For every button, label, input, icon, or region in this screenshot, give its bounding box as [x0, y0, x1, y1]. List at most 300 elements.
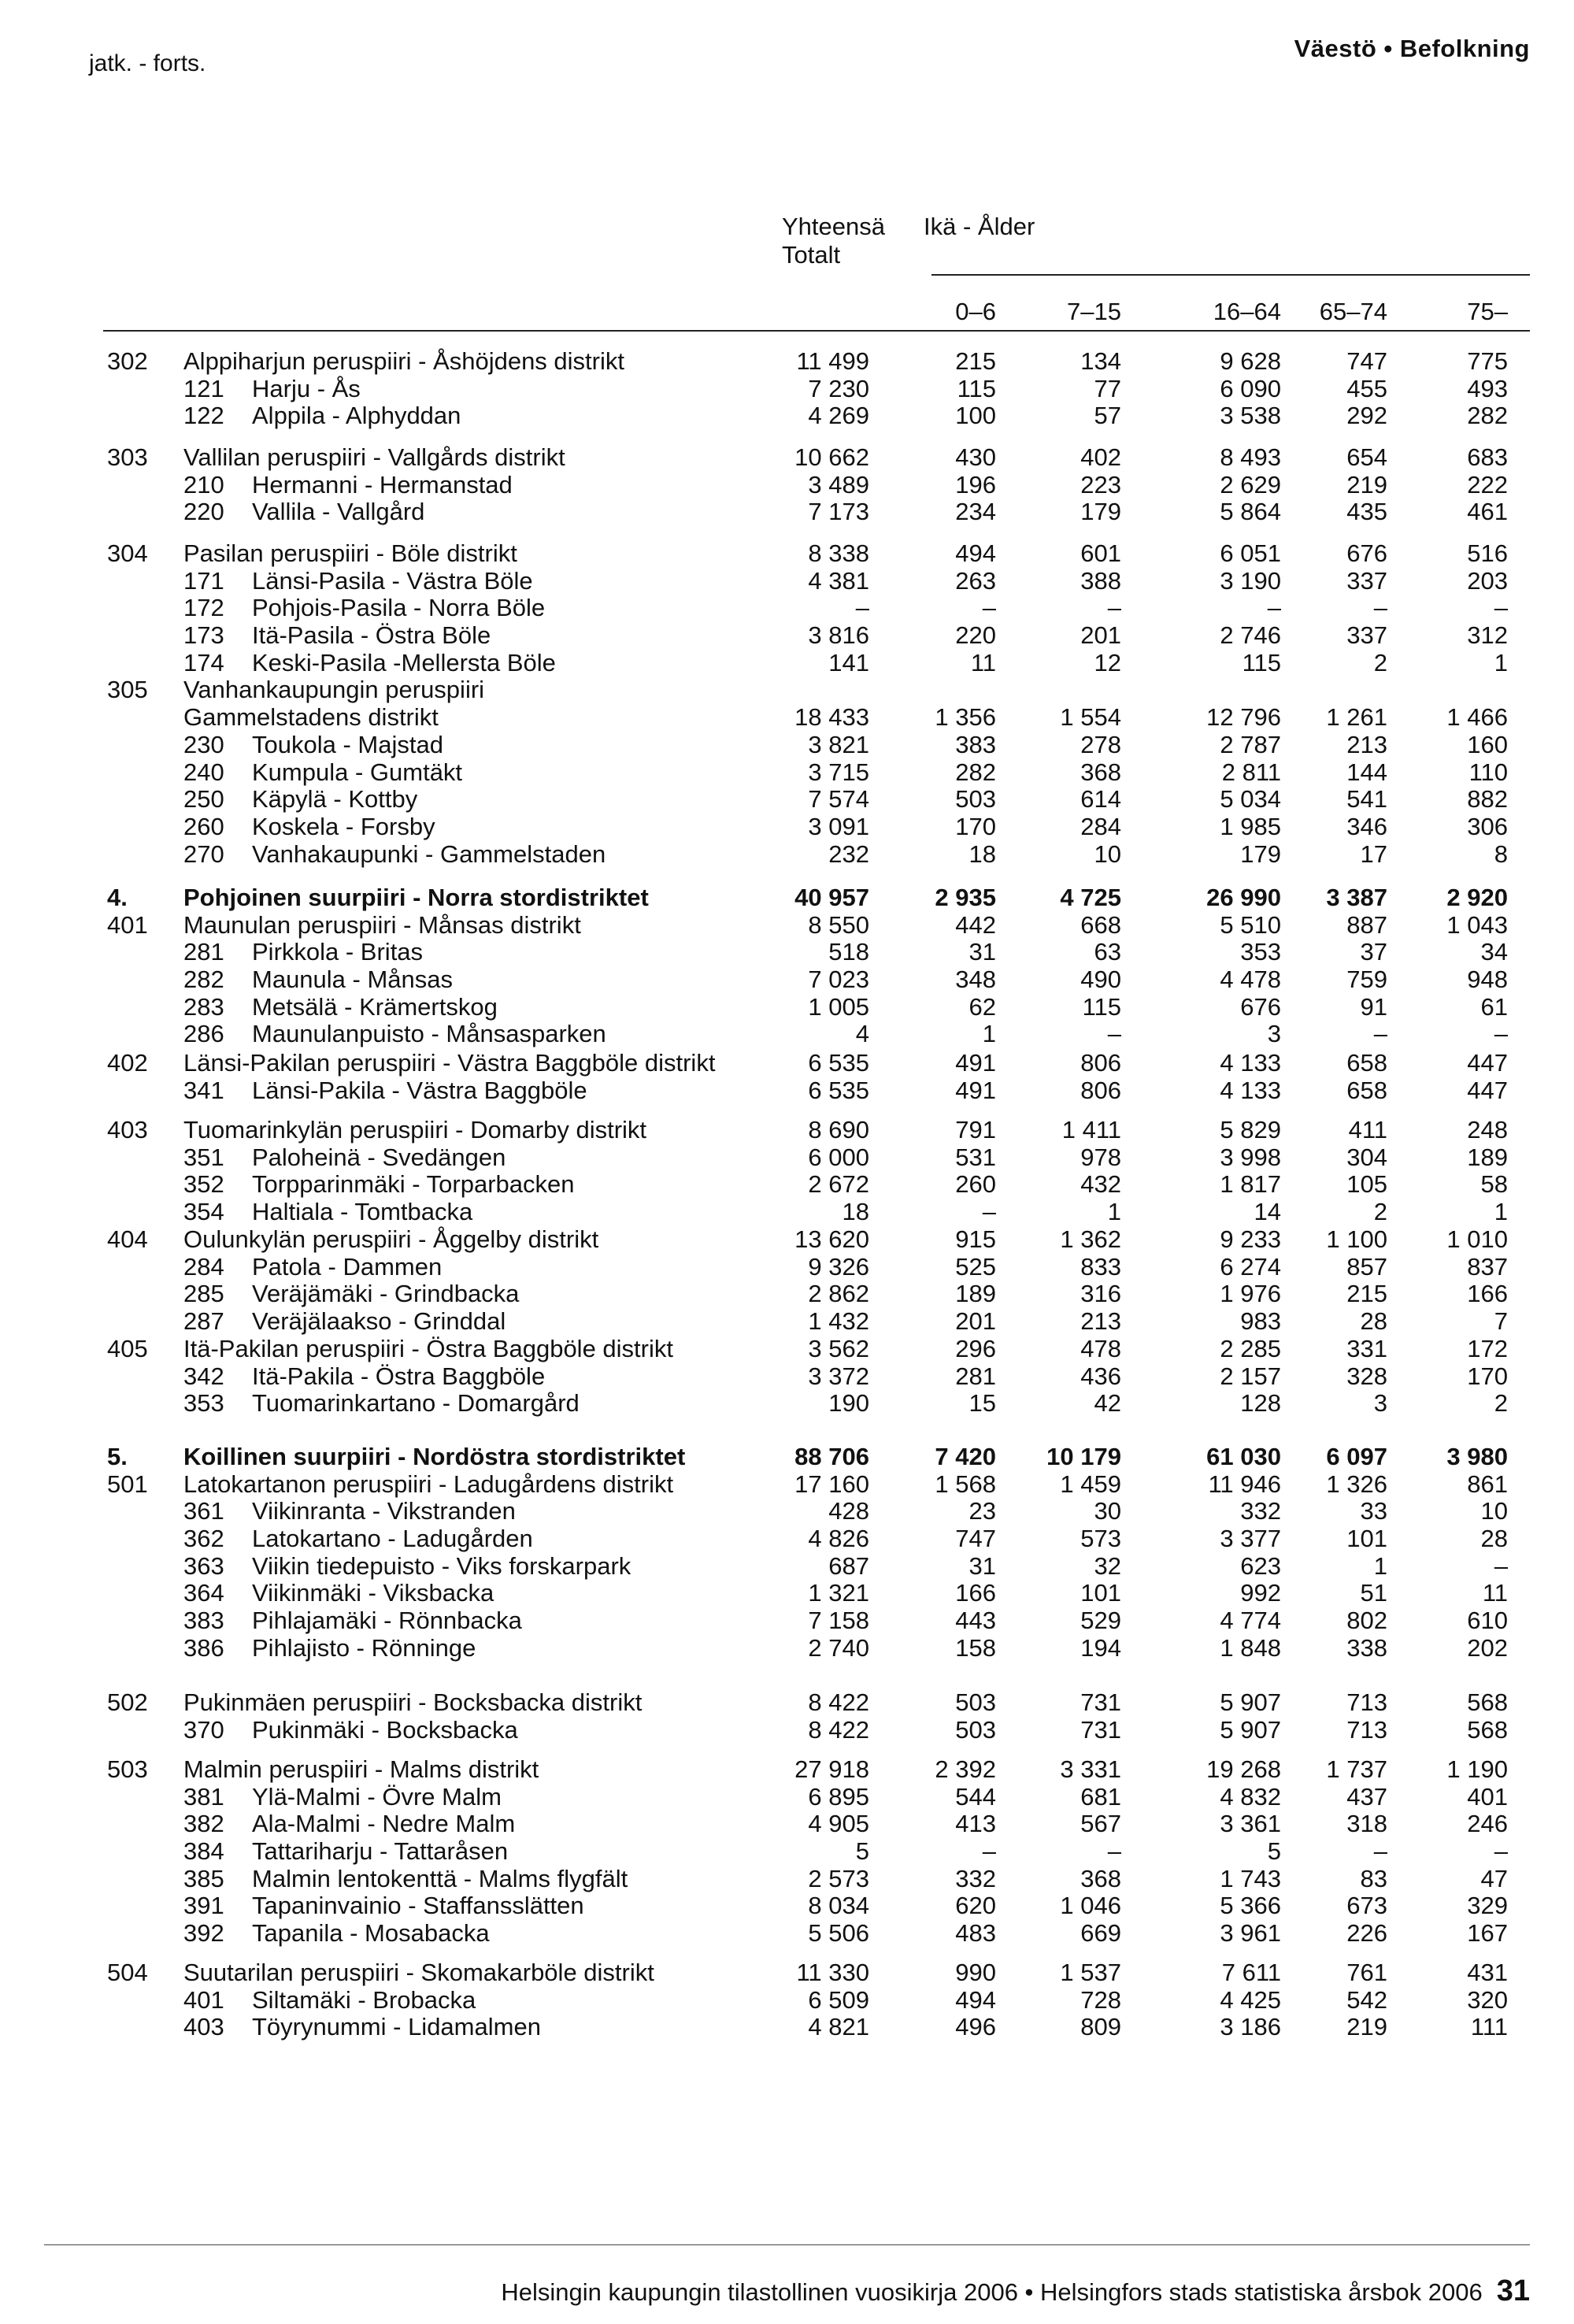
cell-value: 2 935 [935, 884, 996, 911]
cell-value: 541 [1346, 785, 1387, 814]
row-name: Pohjoinen suurpiiri - Norra stordistriktet [183, 884, 649, 911]
value-column [955, 1050, 996, 1104]
row-name: Alppiharjun peruspiiri - Åshöjdens distrikt [183, 347, 624, 375]
cell-value: 115 [957, 374, 996, 402]
row-code [107, 1987, 180, 2015]
value-column [1220, 444, 1281, 526]
subarea-code: 381 [183, 1782, 224, 1811]
subarea-code: 382 [183, 1810, 224, 1838]
cell-value: 101 [1080, 1579, 1121, 1607]
cell-value: 234 [955, 498, 996, 526]
total-header-sv: Totalt [782, 241, 841, 269]
row-code [107, 1199, 180, 1226]
row-code: 302 [107, 347, 148, 375]
cell-value: 806 [1080, 1049, 1121, 1077]
subarea-name: Tuomarinkartano - Domargård [252, 1389, 580, 1418]
cell-value: 1 976 [1220, 1280, 1281, 1308]
cell-value: 1 326 [1326, 1470, 1387, 1498]
cell-value: 10 179 [1046, 1443, 1121, 1470]
cell-value: 383 [955, 730, 996, 758]
value-column [808, 1117, 869, 1226]
cell-value: 141 [828, 648, 869, 676]
cell-value [1446, 676, 1508, 704]
value-column [935, 1756, 996, 1948]
row-name [183, 1580, 685, 1607]
cell-value: 215 [955, 347, 996, 375]
value-column [1346, 348, 1387, 430]
value-column [1326, 1226, 1387, 1336]
cell-value: 713 [1346, 1715, 1387, 1744]
row-name [183, 732, 606, 759]
cell-value: 6 000 [808, 1143, 869, 1171]
cell-value: 7 158 [808, 1607, 869, 1635]
cell-value: 430 [955, 443, 996, 471]
cell-value: 516 [1467, 539, 1508, 567]
subarea-code: 384 [183, 1837, 224, 1866]
name-column [183, 348, 624, 430]
subarea-code: 171 [183, 566, 224, 595]
row-code [107, 1077, 180, 1105]
value-column [1346, 1689, 1387, 1744]
cell-value: 222 [1467, 470, 1508, 499]
cell-value: 9 326 [808, 1252, 869, 1281]
subarea-name: Malmin lentokenttä - Malms flygfält [252, 1864, 628, 1892]
subarea-code: 287 [183, 1307, 224, 1336]
cell-value: 13 620 [794, 1225, 869, 1253]
cell-value: 503 [955, 1715, 996, 1744]
value-column [1220, 1336, 1281, 1418]
cell-value: 11 [970, 648, 996, 676]
row-name [183, 1607, 685, 1635]
cell-value: 14 [1254, 1198, 1281, 1226]
cell-value: 1 [1107, 1198, 1121, 1226]
cell-value: 6 097 [1326, 1443, 1387, 1470]
cell-value: 248 [1467, 1116, 1508, 1143]
cell-value: 8 422 [808, 1715, 869, 1744]
cell-value: 331 [1346, 1335, 1387, 1362]
subarea-code: 364 [183, 1579, 224, 1607]
value-column [955, 1226, 996, 1336]
cell-value: 503 [955, 785, 996, 814]
cell-value: 213 [1346, 730, 1387, 758]
value-column [1080, 444, 1121, 526]
cell-value: 332 [955, 1864, 996, 1892]
subarea-code: 285 [183, 1280, 224, 1308]
cell-value: 19 268 [1206, 1755, 1281, 1783]
value-column [1346, 444, 1387, 526]
row-name [183, 1308, 598, 1336]
cell-value: 51 [1360, 1579, 1387, 1607]
cell-value: 658 [1346, 1076, 1387, 1104]
cell-value: 3 091 [808, 812, 869, 840]
subarea-code: 210 [183, 470, 224, 499]
cell-value: 437 [1346, 1782, 1387, 1811]
cell-value: 190 [828, 1389, 869, 1418]
row-code [107, 1171, 180, 1199]
value-column [794, 884, 869, 1048]
cell-value: 57 [1094, 402, 1121, 430]
footer-text: Helsingin kaupungin tilastollinen vuosikirja 2006 • Helsingfors stads statistiska årsbok 2006 [501, 2278, 1483, 2306]
row-code [107, 1363, 180, 1391]
value-column [808, 1689, 869, 1744]
row-name [183, 1838, 628, 1866]
subarea-code: 220 [183, 498, 224, 526]
cell-value: 58 [1480, 1170, 1508, 1199]
cell-value: 6 090 [1220, 374, 1281, 402]
cell-value: 992 [1240, 1579, 1281, 1607]
cell-value: 26 990 [1206, 884, 1281, 911]
cell-value: – [982, 594, 996, 622]
cell-value: 346 [1346, 812, 1387, 840]
cell-value: 478 [1080, 1335, 1121, 1362]
cell-value: 4 905 [808, 1810, 869, 1838]
cell-value: 1 568 [935, 1470, 996, 1498]
cell-value: 219 [1346, 2013, 1387, 2041]
cell-value: 5 907 [1220, 1688, 1281, 1716]
cell-value: 2 285 [1220, 1335, 1281, 1362]
cell-value: – [1373, 1837, 1387, 1866]
cell-value: 189 [1467, 1143, 1508, 1171]
cell-value: 5 366 [1220, 1892, 1281, 1920]
cell-value: 8 690 [808, 1116, 869, 1143]
cell-value: – [1494, 1551, 1508, 1580]
cell-value: 8 422 [808, 1688, 869, 1716]
cell-value: 5 510 [1220, 910, 1281, 939]
row-name [183, 1892, 628, 1920]
cell-value: 179 [1080, 498, 1121, 526]
row-name: Maunulan peruspiiri - Månsas distrikt [183, 910, 581, 939]
row-name [183, 595, 606, 622]
cell-value: 170 [955, 812, 996, 840]
subarea-code: 403 [183, 2013, 224, 2041]
cell-value: 983 [1240, 1307, 1281, 1336]
cell-value: 775 [1467, 347, 1508, 375]
cell-value: 802 [1346, 1607, 1387, 1635]
value-column [1467, 1050, 1508, 1104]
cell-value: 3 538 [1220, 402, 1281, 430]
value-column [1080, 348, 1121, 430]
cell-value: 455 [1346, 374, 1387, 402]
cell-value: 6 535 [808, 1076, 869, 1104]
cell-value: 28 [1360, 1307, 1387, 1336]
row-code: 404 [107, 1225, 148, 1253]
cell-value: 172 [1467, 1335, 1508, 1362]
subarea-name: Tapanila - Mosabacka [252, 1919, 490, 1948]
value-column [1220, 1959, 1281, 2041]
name-column [183, 1444, 685, 1662]
subarea-code: 250 [183, 785, 224, 814]
subarea-code: 173 [183, 621, 224, 650]
age-group-header: 65–74 [1319, 298, 1387, 325]
cell-value: 33 [1360, 1497, 1387, 1525]
cell-value: 37 [1360, 938, 1387, 966]
continued-label: jatk. - forts. [89, 50, 206, 76]
cell-value: 1 362 [1060, 1225, 1121, 1253]
row-name [183, 402, 624, 430]
subarea-name: Pukinmäki - Bocksbacka [252, 1715, 518, 1744]
cell-value: 2 740 [808, 1633, 869, 1662]
row-code [107, 939, 180, 966]
cell-value: 676 [1240, 992, 1281, 1021]
cell-value: 2 [1373, 648, 1387, 676]
cell-value: 134 [1080, 347, 1121, 375]
cell-value: 3 190 [1220, 566, 1281, 595]
code-column [107, 1689, 180, 1744]
cell-value: 27 918 [794, 1755, 869, 1783]
cell-value: 6 051 [1220, 539, 1281, 567]
cell-value: 3 377 [1220, 1525, 1281, 1553]
row-code [107, 622, 180, 650]
row-code: 502 [107, 1688, 148, 1716]
subarea-code: 392 [183, 1919, 224, 1948]
row-name [183, 994, 649, 1021]
value-column [955, 1117, 996, 1226]
cell-value: 202 [1467, 1633, 1508, 1662]
cell-value: – [855, 594, 869, 622]
cell-value: 435 [1346, 498, 1387, 526]
page-number: 31 [1496, 2274, 1530, 2307]
value-column [1220, 348, 1281, 430]
cell-value: 531 [955, 1143, 996, 1171]
cell-value: 614 [1080, 785, 1121, 814]
cell-value: 23 [968, 1497, 996, 1525]
row-name [183, 1390, 673, 1418]
cell-value: 496 [955, 2013, 996, 2041]
cell-value: 34 [1480, 938, 1508, 966]
subarea-code: 351 [183, 1143, 224, 1171]
cell-value: 31 [968, 938, 996, 966]
row-name: Vallilan peruspiiri - Vallgårds distrikt [183, 443, 565, 471]
subarea-code: 353 [183, 1389, 224, 1418]
cell-value: 759 [1346, 966, 1387, 994]
cell-value: 413 [955, 1810, 996, 1838]
row-code: 304 [107, 539, 148, 567]
subarea-code: 284 [183, 1252, 224, 1281]
subarea-code: 370 [183, 1715, 224, 1744]
subarea-name: Harju - Ås [252, 374, 361, 402]
cell-value: 2 746 [1220, 621, 1281, 650]
cell-value: 882 [1467, 785, 1508, 814]
cell-value: 201 [955, 1307, 996, 1336]
cell-value: 3 [1373, 1389, 1387, 1418]
cell-value: 1 459 [1060, 1470, 1121, 1498]
value-column [955, 444, 996, 526]
value-column [1326, 1756, 1387, 1948]
cell-value: 88 706 [794, 1443, 869, 1470]
cell-value: 747 [1346, 347, 1387, 375]
subarea-name: Haltiala - Tomtbacka [252, 1198, 473, 1226]
cell-value: 731 [1080, 1715, 1121, 1744]
cell-value: 338 [1346, 1633, 1387, 1662]
value-column [1326, 1444, 1387, 1662]
row-code [107, 841, 180, 869]
cell-value: 8 [1494, 840, 1508, 868]
cell-value: 31 [968, 1551, 996, 1580]
value-column [1080, 1689, 1121, 1744]
cell-value: 494 [955, 1985, 996, 2014]
cell-value: – [1494, 1837, 1508, 1866]
cell-value: 837 [1467, 1252, 1508, 1281]
cell-value: 1 356 [935, 703, 996, 732]
cell-value: 6 274 [1220, 1252, 1281, 1281]
subarea-name: Käpylä - Kottby [252, 785, 418, 814]
value-column [955, 1336, 996, 1418]
cell-value: 201 [1080, 621, 1121, 650]
cell-value: 1 432 [808, 1307, 869, 1336]
row-name [183, 376, 624, 403]
cell-value: 887 [1346, 910, 1387, 939]
cell-value: 2 629 [1220, 470, 1281, 499]
cell-value: 491 [955, 1076, 996, 1104]
row-name [183, 472, 565, 499]
cell-value: 1 261 [1326, 703, 1387, 732]
subarea-code: 342 [183, 1362, 224, 1390]
cell-value: 6 509 [808, 1985, 869, 2014]
cell-value: 1 043 [1446, 910, 1508, 939]
subarea-code: 121 [183, 374, 224, 402]
cell-value: 62 [968, 992, 996, 1021]
value-column [935, 1444, 996, 1662]
name-column [183, 884, 649, 1048]
age-header-rule [931, 274, 1530, 276]
cell-value: – [1373, 594, 1387, 622]
cell-value: 3 562 [808, 1335, 869, 1362]
cell-value [935, 676, 996, 704]
row-name: Tuomarinkylän peruspiiri - Domarby distrikt [183, 1116, 647, 1143]
cell-value: 353 [1240, 938, 1281, 966]
cell-value: 166 [1467, 1280, 1508, 1308]
cell-value: 2 392 [935, 1755, 996, 1783]
row-name [183, 1171, 646, 1199]
subarea-code: 283 [183, 992, 224, 1021]
cell-value: 11 946 [1208, 1470, 1281, 1498]
age-group-header: 0–6 [955, 298, 996, 325]
cell-value: 3 [1267, 1020, 1281, 1048]
cell-value: 111 [1470, 2013, 1508, 2041]
row-code [107, 499, 180, 526]
cell-value: 4 821 [808, 2013, 869, 2041]
cell-value: 337 [1346, 621, 1387, 650]
value-column [1467, 444, 1508, 526]
value-column [1220, 1117, 1281, 1226]
subarea-code: 282 [183, 966, 224, 994]
cell-value: 493 [1467, 374, 1508, 402]
value-column [1346, 1117, 1387, 1226]
row-code [107, 1021, 180, 1048]
cell-value: 1 466 [1446, 703, 1508, 732]
cell-value: 337 [1346, 566, 1387, 595]
cell-value: 8 338 [808, 539, 869, 567]
subarea-code: 230 [183, 730, 224, 758]
value-column [794, 1756, 869, 1948]
cell-value: 3 186 [1220, 2013, 1281, 2041]
cell-value [1060, 676, 1121, 704]
row-code: 401 [107, 910, 148, 939]
cell-value: 3 821 [808, 730, 869, 758]
subarea-name: Ala-Malmi - Nedre Malm [252, 1810, 516, 1838]
subarea-code: 362 [183, 1525, 224, 1553]
cell-value: 443 [955, 1607, 996, 1635]
cell-value: 568 [1467, 1688, 1508, 1716]
cell-value: 610 [1467, 1607, 1508, 1635]
cell-value [1326, 676, 1387, 704]
cell-value: 806 [1080, 1076, 1121, 1104]
subarea-name: Ylä-Malmi - Övre Malm [252, 1782, 502, 1811]
value-column [1046, 1444, 1121, 1662]
row-name: Gammelstadens distrikt [183, 703, 439, 732]
cell-value: 110 [1468, 758, 1508, 786]
row-code: 305 [107, 676, 148, 704]
cell-value: 4 133 [1220, 1049, 1281, 1077]
row-code [107, 1811, 180, 1838]
row-name [183, 1199, 646, 1226]
cell-value: 332 [1240, 1497, 1281, 1525]
cell-value: 4 774 [1220, 1607, 1281, 1635]
value-column [808, 1050, 869, 1104]
total-header [782, 213, 885, 269]
subarea-name: Viikinranta - Vikstranden [252, 1497, 516, 1525]
name-column [183, 540, 606, 868]
code-column [107, 1444, 180, 1662]
value-column [935, 540, 996, 868]
row-name [183, 841, 606, 869]
cell-value: 620 [955, 1892, 996, 1920]
subarea-code: 281 [183, 938, 224, 966]
cell-value: 223 [1080, 470, 1121, 499]
cell-value: 1 100 [1326, 1225, 1387, 1253]
cell-value: 447 [1467, 1076, 1508, 1104]
cell-value: 278 [1080, 730, 1121, 758]
row-code [107, 1635, 180, 1662]
cell-value: 6 535 [808, 1049, 869, 1077]
cell-value: – [1107, 1020, 1121, 1048]
subarea-name: Toukola - Majstad [252, 730, 443, 758]
row-name [183, 1254, 598, 1281]
cell-value: 668 [1080, 910, 1121, 939]
code-column [107, 1756, 180, 1948]
row-code [107, 1580, 180, 1607]
row-name [183, 1717, 642, 1744]
cell-value: 4 [855, 1020, 869, 1048]
subarea-name: Siltamäki - Brobacka [252, 1985, 476, 2014]
cell-value: 1 005 [808, 992, 869, 1021]
cell-value: 4 725 [1060, 884, 1121, 911]
cell-value: 11 499 [796, 347, 869, 375]
cell-value: 189 [955, 1280, 996, 1308]
cell-value: 2 920 [1446, 884, 1508, 911]
cell-value: 318 [1346, 1810, 1387, 1838]
cell-value: 1 743 [1220, 1864, 1281, 1892]
row-name: Pasilan peruspiiri - Böle distrikt [183, 539, 517, 567]
row-name: Pukinmäen peruspiiri - Bocksbacka distrikt [183, 1688, 643, 1716]
subarea-code: 386 [183, 1633, 224, 1662]
cell-value: 7 173 [808, 498, 869, 526]
cell-value: 203 [1467, 566, 1508, 595]
cell-value: 431 [1467, 1959, 1508, 1986]
cell-value: 3 361 [1220, 1810, 1281, 1838]
cell-value: 447 [1467, 1049, 1508, 1077]
cell-value: 1 411 [1061, 1116, 1121, 1143]
subarea-name: Koskela - Forsby [252, 812, 435, 840]
value-column [796, 348, 869, 430]
cell-value: 368 [1080, 758, 1121, 786]
row-code [107, 650, 180, 677]
cell-value: 978 [1080, 1143, 1121, 1171]
cell-value: 461 [1467, 498, 1508, 526]
row-code: 501 [107, 1470, 148, 1498]
cell-value: 915 [955, 1225, 996, 1253]
name-column [183, 444, 565, 526]
